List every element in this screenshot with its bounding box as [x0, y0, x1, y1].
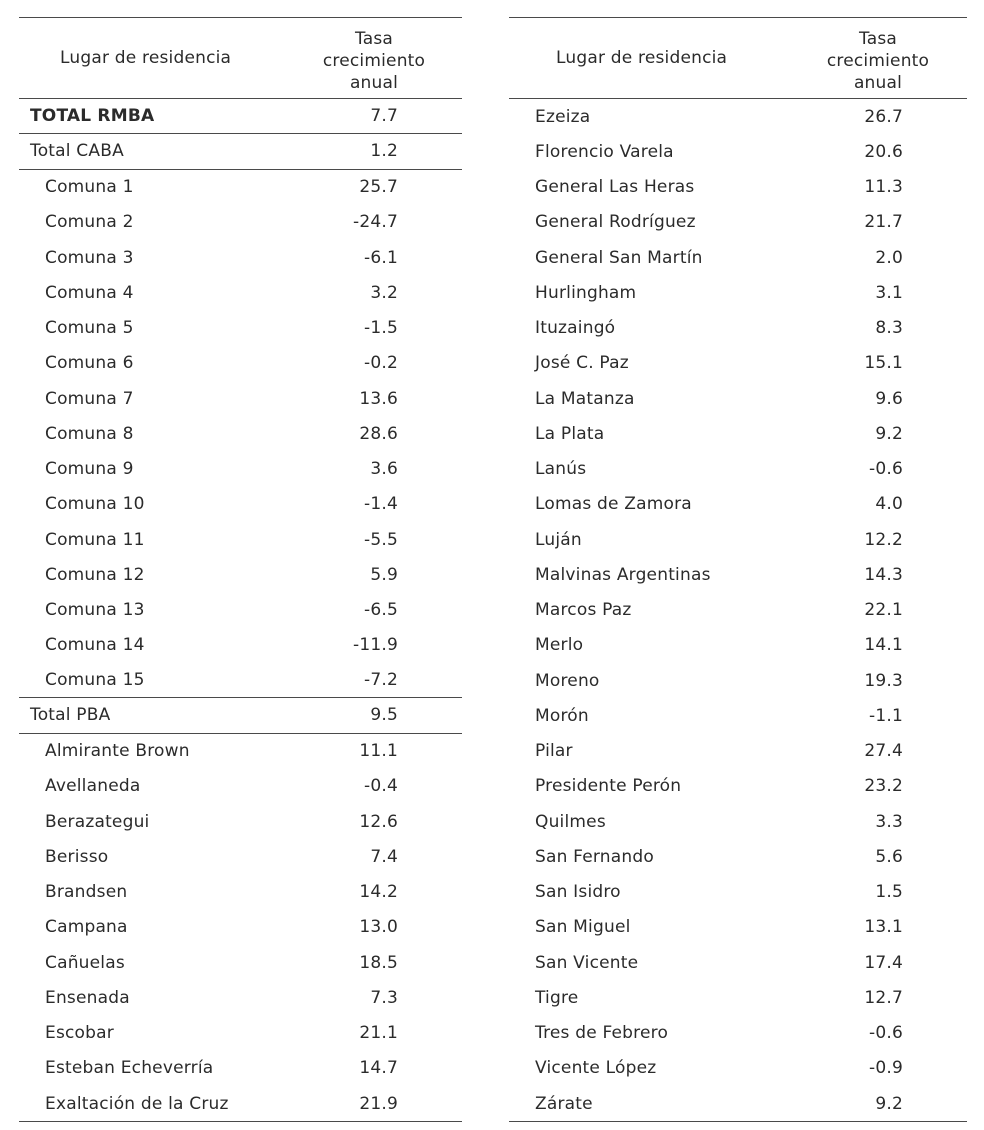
table-row [19, 311, 462, 346]
table-row [509, 910, 967, 945]
table-row [509, 980, 967, 1015]
place-name: General San Martín [535, 247, 703, 268]
table-row [19, 910, 462, 945]
growth-rate-value: -0.4 [364, 776, 398, 797]
table-header [509, 18, 967, 99]
table-row [19, 381, 462, 416]
growth-rate-value: -6.1 [364, 247, 398, 268]
place-name: General Rodríguez [535, 212, 696, 233]
place-name: Ituzaingó [535, 318, 616, 339]
place-name: Tres de Febrero [535, 1023, 669, 1044]
growth-rate-value: 22.1 [864, 600, 903, 621]
growth-rate-value: 4.0 [875, 494, 903, 515]
column-header-rate-line: Tasa [354, 29, 394, 49]
growth-rate-value: 5.6 [875, 846, 903, 867]
table-row [509, 875, 967, 910]
place-name: Comuna 8 [45, 423, 134, 444]
growth-rate-value: 1.5 [875, 882, 903, 903]
table-row [19, 628, 462, 663]
place-name: José C. Paz [535, 353, 629, 374]
table-row [19, 240, 462, 275]
table-row [19, 769, 462, 804]
place-name: Comuna 7 [45, 388, 134, 409]
growth-rate-value: -6.5 [364, 600, 398, 621]
place-name: Ensenada [45, 987, 130, 1008]
place-name: Comuna 10 [45, 494, 145, 515]
table-right [509, 17, 967, 1122]
table-row [509, 734, 967, 769]
table-row [19, 346, 462, 381]
table-body [19, 99, 462, 1121]
column-header-rate [314, 28, 434, 94]
place-name: Comuna 12 [45, 564, 145, 585]
table-row [509, 381, 967, 416]
growth-rate-value: 13.6 [359, 388, 398, 409]
place-name: Almirante Brown [45, 741, 190, 762]
table-row [509, 593, 967, 628]
growth-rate-value: 12.7 [864, 987, 903, 1008]
place-name: Presidente Perón [535, 776, 682, 797]
growth-rate-value: 9.6 [875, 388, 903, 409]
growth-rate-value: -0.9 [869, 1058, 903, 1079]
table-row [509, 240, 967, 275]
place-name: Tigre [535, 987, 579, 1008]
growth-rate-value: -24.7 [353, 212, 398, 233]
place-name: Comuna 5 [45, 318, 134, 339]
table-row [509, 99, 967, 134]
growth-rate-value: 14.2 [359, 882, 398, 903]
table-row [509, 205, 967, 240]
place-name: Lanús [535, 459, 587, 480]
growth-rate-value: -0.6 [869, 1023, 903, 1044]
growth-rate-value: -1.4 [364, 494, 398, 515]
table-row [509, 663, 967, 698]
table-row [509, 170, 967, 205]
place-name: Comuna 11 [45, 529, 145, 550]
table-row [19, 205, 462, 240]
column-header-rate-line: Tasa [858, 29, 898, 49]
place-name: San Fernando [535, 846, 654, 867]
place-name: Total CABA [30, 141, 124, 162]
table-row [19, 663, 462, 698]
column-header-rate-line: crecimiento [322, 51, 426, 71]
growth-rate-value: 2.0 [875, 247, 903, 268]
place-name: Luján [535, 529, 582, 550]
growth-rate-value: 17.4 [864, 952, 903, 973]
place-name: La Matanza [535, 388, 635, 409]
table-row [19, 839, 462, 874]
table-row [509, 557, 967, 592]
growth-rate-value: 9.5 [370, 705, 398, 726]
place-name: Berazategui [45, 811, 150, 832]
table-row [19, 416, 462, 451]
growth-rate-value: 27.4 [864, 741, 903, 762]
table-row [509, 628, 967, 663]
growth-rate-value: -11.9 [353, 635, 398, 656]
growth-rate-value: 12.6 [359, 811, 398, 832]
place-name: San Vicente [535, 952, 639, 973]
growth-rate-value: 11.3 [864, 177, 903, 198]
growth-rate-value: 21.1 [359, 1023, 398, 1044]
place-name: Ezeiza [535, 106, 591, 127]
table-row [19, 452, 462, 487]
place-name: Escobar [45, 1023, 114, 1044]
growth-rate-value: -1.5 [364, 318, 398, 339]
table-row [19, 134, 462, 169]
growth-rate-value: 7.7 [370, 106, 398, 127]
place-name: Pilar [535, 741, 573, 762]
growth-rate-value: 21.9 [359, 1093, 398, 1114]
table-row [509, 134, 967, 169]
growth-rate-value: 26.7 [864, 106, 903, 127]
growth-rate-value: 19.3 [864, 670, 903, 691]
table-row [19, 557, 462, 592]
place-name: Cañuelas [45, 952, 125, 973]
place-name: Comuna 6 [45, 353, 134, 374]
table-row [19, 593, 462, 628]
table-row [19, 522, 462, 557]
place-name: Moreno [535, 670, 600, 691]
place-name: Comuna 14 [45, 635, 145, 656]
column-header-rate-line: anual [853, 73, 903, 93]
place-name: Lomas de Zamora [535, 494, 692, 515]
place-name: General Las Heras [535, 177, 695, 198]
table-row [19, 875, 462, 910]
growth-rate-value: 20.6 [864, 141, 903, 162]
growth-rate-value: 13.1 [864, 917, 903, 938]
table-row [509, 311, 967, 346]
growth-rate-value: 8.3 [875, 318, 903, 339]
table-row [509, 452, 967, 487]
place-name: Vicente López [535, 1058, 657, 1079]
growth-rate-value: 5.9 [370, 564, 398, 585]
table-row [19, 1086, 462, 1121]
table-row [509, 346, 967, 381]
place-name: San Isidro [535, 882, 621, 903]
column-header-rate [818, 28, 938, 94]
table-row [509, 839, 967, 874]
growth-rate-value: -0.2 [364, 353, 398, 374]
place-name: Malvinas Argentinas [535, 564, 711, 585]
place-name: Comuna 4 [45, 282, 134, 303]
growth-rate-value: 13.0 [359, 917, 398, 938]
growth-rate-value: 3.2 [370, 282, 398, 303]
table-row [509, 275, 967, 310]
table-row [19, 1051, 462, 1086]
table-row [19, 99, 462, 134]
growth-rate-value: 3.1 [875, 282, 903, 303]
growth-rate-value: 9.2 [875, 423, 903, 444]
table-row [19, 734, 462, 769]
table-row [509, 698, 967, 733]
column-header-rate-line: anual [349, 73, 399, 93]
table-row [19, 804, 462, 839]
place-name: Comuna 2 [45, 212, 134, 233]
table-row [19, 1016, 462, 1051]
growth-rate-value: -7.2 [364, 670, 398, 691]
place-name: Hurlingham [535, 282, 637, 303]
growth-rate-value: 21.7 [864, 212, 903, 233]
table-row [509, 522, 967, 557]
growth-rate-value: 15.1 [864, 353, 903, 374]
table-row [509, 1051, 967, 1086]
growth-rate-value: 7.3 [370, 987, 398, 1008]
place-name: Florencio Varela [535, 141, 674, 162]
growth-rate-value: 14.7 [359, 1058, 398, 1079]
growth-rate-value: -0.6 [869, 459, 903, 480]
place-name: Comuna 9 [45, 459, 134, 480]
growth-rate-value: 18.5 [359, 952, 398, 973]
place-name: Quilmes [535, 811, 606, 832]
growth-rate-value: 14.3 [864, 564, 903, 585]
table-row [509, 416, 967, 451]
table-row [509, 804, 967, 839]
table-row [19, 487, 462, 522]
place-name: Comuna 15 [45, 670, 145, 691]
growth-rate-value: 12.2 [864, 529, 903, 550]
column-header-place: Lugar de residencia [556, 48, 728, 68]
place-name: Morón [535, 705, 589, 726]
growth-rate-value: 14.1 [864, 635, 903, 656]
table-body [509, 99, 967, 1121]
place-name: Berisso [45, 846, 109, 867]
place-name: Comuna 3 [45, 247, 134, 268]
place-name: Total PBA [30, 705, 111, 726]
table-row [19, 170, 462, 205]
table-row [19, 980, 462, 1015]
growth-rate-value: 3.6 [370, 459, 398, 480]
growth-rate-value: 11.1 [359, 741, 398, 762]
table-row [509, 945, 967, 980]
table-row [19, 275, 462, 310]
place-name: La Plata [535, 423, 605, 444]
growth-rate-value: 3.3 [875, 811, 903, 832]
place-name: Avellaneda [45, 776, 141, 797]
place-name: Esteban Echeverría [45, 1058, 214, 1079]
place-name: Campana [45, 917, 128, 938]
place-name: Zárate [535, 1093, 593, 1114]
place-name: Brandsen [45, 882, 128, 903]
place-name: Comuna 1 [45, 177, 134, 198]
growth-rate-value: 28.6 [359, 423, 398, 444]
growth-rate-value: 9.2 [875, 1093, 903, 1114]
table-row [19, 698, 462, 733]
table-row [509, 1086, 967, 1121]
table-row [509, 487, 967, 522]
place-name: TOTAL RMBA [30, 106, 155, 127]
growth-rate-value: 25.7 [359, 177, 398, 198]
place-name: Comuna 13 [45, 600, 145, 621]
column-header-place: Lugar de residencia [60, 48, 232, 68]
place-name: San Miguel [535, 917, 631, 938]
place-name: Exaltación de la Cruz [45, 1093, 229, 1114]
column-header-rate-line: crecimiento [826, 51, 930, 71]
place-name: Marcos Paz [535, 600, 632, 621]
place-name: Merlo [535, 635, 584, 656]
growth-rate-value: -5.5 [364, 529, 398, 550]
table-row [19, 945, 462, 980]
table-row [509, 769, 967, 804]
growth-rate-value: 23.2 [864, 776, 903, 797]
growth-rate-value: 7.4 [370, 846, 398, 867]
table-left [19, 17, 462, 1122]
growth-rate-value: 1.2 [370, 141, 398, 162]
table-header [19, 18, 462, 99]
table-row [509, 1016, 967, 1051]
growth-rate-value: -1.1 [869, 705, 903, 726]
